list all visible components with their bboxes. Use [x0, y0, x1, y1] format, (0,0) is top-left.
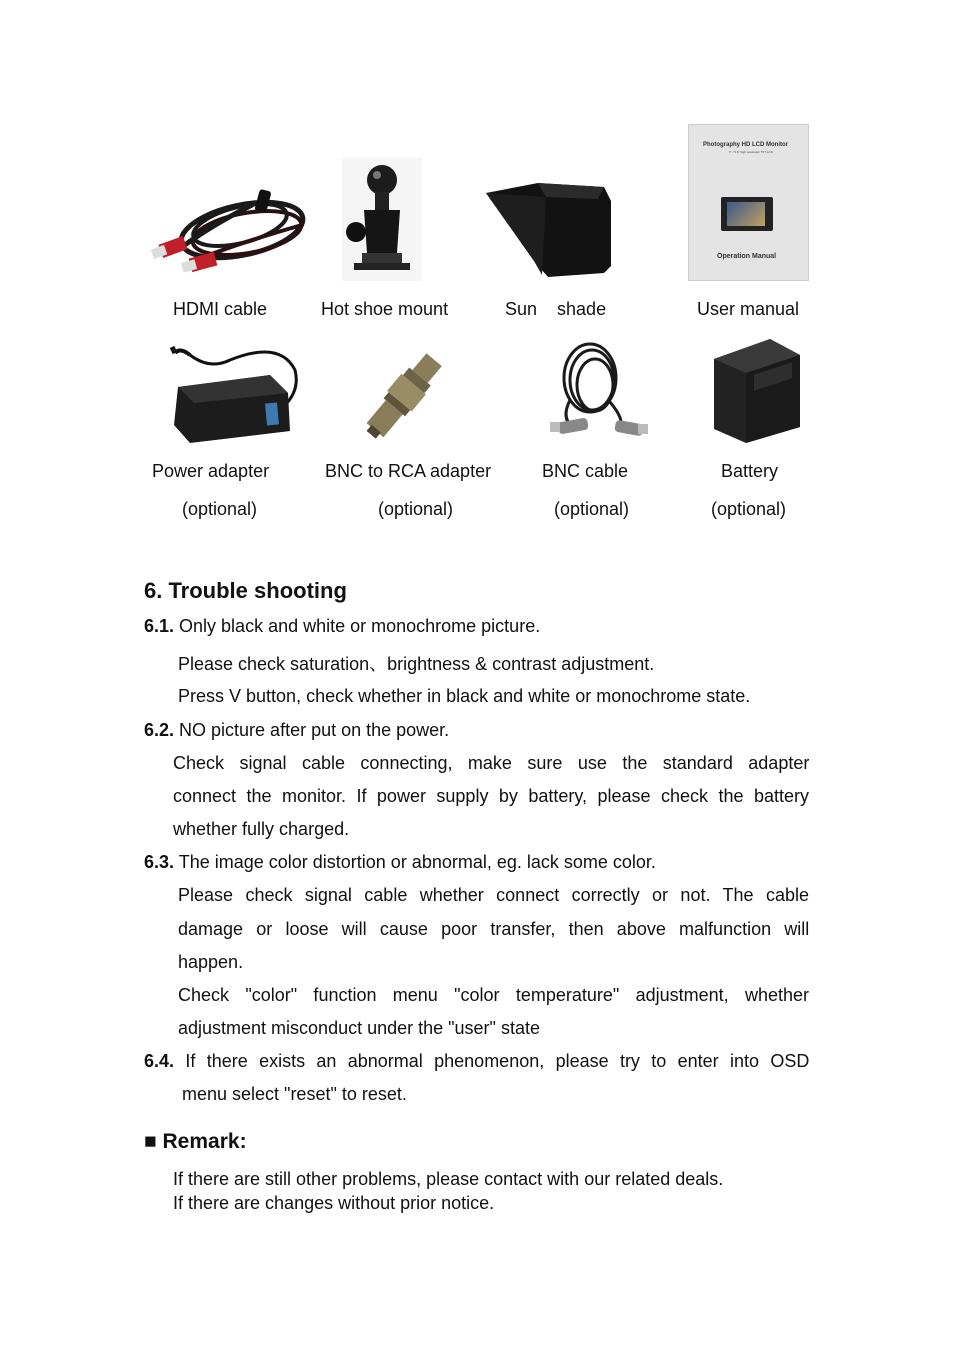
- sun-shade-icon: [486, 181, 614, 279]
- manual-cover-title: Photography HD LCD Monitor: [703, 142, 788, 148]
- item-6-1-line-2: Press V button, check whether in black and white or monochrome state.: [178, 686, 751, 706]
- note-bnc-rca-adapter: (optional): [378, 499, 454, 519]
- user-manual-icon: [688, 124, 809, 281]
- manual-cover-subtitle: 5" / 5.6" high resolution TFT LCD: [729, 150, 773, 154]
- item-6-3-heading: [144, 852, 656, 873]
- item-6-2-line-2: connect the monitor. If power supply by battery, please check the battery: [173, 786, 809, 806]
- section-title-trouble-shooting: 6. Trouble shooting: [144, 578, 347, 603]
- item-6-3-text: The image color distortion or abnormal, eg. lack some color.: [174, 852, 656, 872]
- caption-battery: Battery: [721, 461, 779, 481]
- item-6-3-line-2: damage or loose will cause poor transfer, then above malfunction will: [178, 919, 810, 939]
- caption-power-adapter: Power adapter: [152, 461, 270, 481]
- bnc-rca-adapter-icon: [358, 352, 446, 444]
- caption-user-manual: User manual: [697, 299, 800, 319]
- item-6-2-text: NO picture after put on the power.: [174, 720, 450, 740]
- caption-hot-shoe-mount: Hot shoe mount: [321, 299, 449, 319]
- item-6-1-text: Only black and white or monochrome picture.: [174, 616, 541, 636]
- item-6-3-line-5: adjustment misconduct under the "user" state: [178, 1018, 540, 1038]
- caption-bnc-rca-adapter: BNC to RCA adapter: [325, 461, 492, 481]
- note-battery: (optional): [711, 499, 787, 519]
- item-6-3-line-3: happen.: [178, 952, 244, 972]
- item-6-2-number: 6.2.: [144, 720, 175, 740]
- note-power-adapter: (optional): [182, 499, 258, 519]
- manual-monitor-image: [721, 197, 773, 231]
- hdmi-cable-icon: [152, 185, 310, 280]
- remark-line-2: If there are changes without prior notice.: [173, 1193, 495, 1213]
- power-adapter-icon: [170, 345, 300, 445]
- item-6-3-line-4: Check "color" function menu "color temperature" adjustment, whether: [178, 985, 809, 1005]
- caption-bnc-cable: BNC cable: [542, 461, 629, 481]
- note-bnc-cable: (optional): [554, 499, 630, 519]
- bnc-cable-icon: [540, 340, 648, 442]
- remark-line-1: If there are still other problems, please contact with our related deals.: [173, 1169, 724, 1189]
- caption-sun-shade: Sun shade: [505, 299, 607, 319]
- item-6-1-heading: [144, 616, 540, 637]
- item-6-4-line-1: menu select "reset" to reset.: [182, 1084, 407, 1104]
- item-6-4-number: 6.4.: [144, 1051, 175, 1071]
- item-6-3-line-1: Please check signal cable whether connect correctly or not. The cable: [178, 885, 809, 905]
- item-6-3-number: 6.3.: [144, 852, 175, 872]
- item-6-2-line-3: whether fully charged.: [173, 819, 350, 839]
- item-6-1-line-1: Please check saturation、brightness & contrast adjustment.: [178, 654, 655, 674]
- item-6-4-text: If there exists an abnormal phenomenon, please try to enter into OSD: [174, 1051, 810, 1071]
- item-6-2-line-1: Check signal cable connecting, make sure use the standard adapter: [173, 753, 810, 773]
- item-6-4-heading: [144, 1051, 809, 1072]
- manual-cover-footer: Operation Manual: [717, 253, 777, 260]
- caption-hdmi-cable: HDMI cable: [173, 299, 268, 319]
- battery-icon: [710, 337, 804, 445]
- item-6-1-number: 6.1.: [144, 616, 175, 636]
- remark-title: ■ Remark:: [144, 1130, 247, 1153]
- hot-shoe-mount-icon: [342, 158, 422, 281]
- item-6-2-heading: [144, 720, 449, 741]
